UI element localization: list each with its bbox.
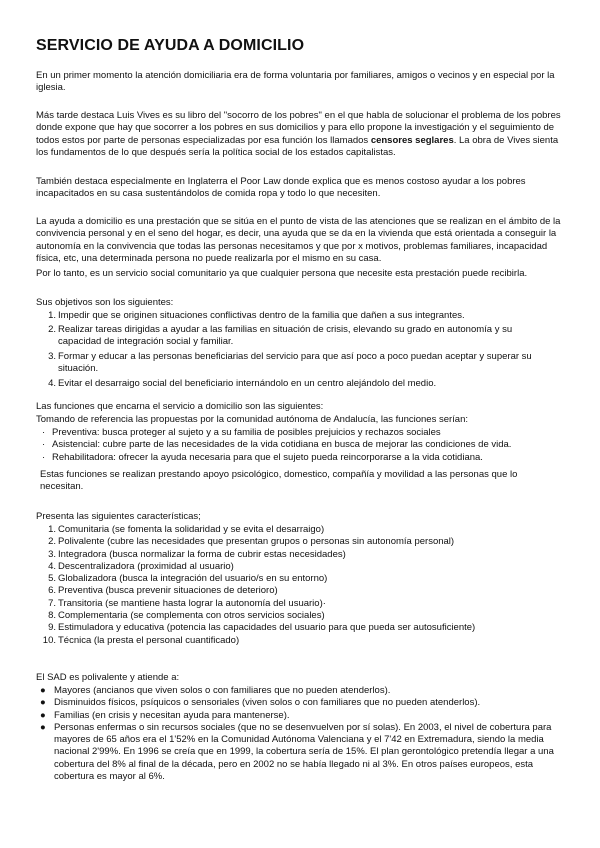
- functions-closing: Estas funciones se realizan prestando apoyo psicológico, domestico, compañía y movilidad a las personas que lo necesitan.: [40, 469, 518, 493]
- function-item: · Rehabilitadora: ofrecer la ayuda necesaria para que el sujeto pueda reincorporarse a la vida cotidiana.: [42, 451, 483, 463]
- characteristic-item: 4. Descentralizadora (proximidad al usuario): [48, 560, 234, 572]
- community-paragraph: Por lo tanto, es un servicio social comunitario ya que cualquier persona que necesite esta prestación puede recibirla.: [36, 268, 528, 279]
- vives-paragraph: [36, 110, 566, 159]
- function-item: · Asistencial: cubre parte de las necesidades de la vida cotidiana en busca de mejorar las condiciones de vida.: [42, 439, 512, 451]
- characteristic-item: 8. Complementaria (se complementa con otros servicios sociales): [48, 610, 325, 622]
- sad-item: ● Familias (en crisis y necesitan ayuda para mantenerse).: [40, 709, 290, 721]
- vives-text-before: Más tarde destaca Luis Vives es su libro del "socorro de los pobres" en el que habla de solucionar el problema de los pobres donde expone que hay que socorrer a los pobres en sus domicilios y para ello propone la investigación y el seguimiento de todos estos por parte de personas especializadas por esa función los llamados: [36, 110, 561, 146]
- functions-heading: Las funciones que encarna el servicio a domicilio son las siguientes:: [36, 401, 324, 412]
- objectives-list: [48, 310, 558, 390]
- sad-item: ● Mayores (ancianos que viven solos o con familiares que no pueden atenderlos).: [40, 685, 391, 696]
- censores-seglares-term: censores seglares: [370, 134, 454, 146]
- function-item: · Preventiva: busca proteger al sujeto y a su familia de posibles prejuicios y rechazos sociales: [42, 427, 441, 438]
- characteristic-item: 7. Transitoria (se mantiene hasta lograr la autonomía del usuario)·: [48, 597, 326, 609]
- characteristic-item: 2. Polivalente (cubre las necesidades que presentan grupos o personas sin autonomía personal): [48, 536, 455, 548]
- page-title: SERVICIO DE AYUDA A DOMICILIO: [36, 37, 305, 54]
- characteristic-item: 9. Estimuladora y educativa (potencia las capacidades del usuario para que pueda ser autosuficiente): [48, 622, 476, 634]
- objective-item: 1. Impedir que se originen situaciones conflictivas dentro de la familia que dañen a sus integrantes.: [48, 310, 465, 321]
- vives-text-after: . La obra de Vives sienta los fundamentos de lo que después sería la política social de los estados capitalistas.: [36, 134, 559, 158]
- functions-list: [42, 427, 562, 464]
- objective-item: 2. Realizar tareas dirigidas a ayudar a las familias en situación de crisis, elevando su grado en autonomía y su capacidad de integración social y familiar.: [48, 324, 513, 348]
- characteristic-item: 3. Integradora (busca normalizar la forma de cubrir estas necesidades): [48, 548, 346, 560]
- characteristic-item: 1. Comunitaria (se fomenta la solidaridad y se evita el desarraigo): [48, 524, 325, 535]
- objective-item: 3. Formar y educar a las personas beneficiarias del servicio para que así poco a poco puedan aceptar y superar su situación.: [48, 351, 532, 375]
- objective-item: 4. Evitar el desarraigo social del beneficiario internándolo en un centro alejándolo del medio.: [48, 378, 437, 389]
- poor-law-paragraph: También destaca especialmente en Inglaterra el Poor Law donde explica que es menos costoso ayudar a los pobres incapacitados en su casa sustentándolos de comida ropa y todo lo que necesiten.: [36, 176, 526, 200]
- intro-paragraph: En un primer momento la atención domiciliaria era de forma voluntaria por familiares, amigos o vecinos y en especial por la iglesia.: [36, 70, 555, 94]
- characteristic-item: 5. Globalizadora (busca la integración del usuario/s en su entorno): [48, 573, 328, 585]
- objectives-heading: Sus objetivos son los siguientes:: [36, 297, 174, 308]
- characteristics-list: [42, 524, 558, 647]
- characteristic-item: 6. Preventiva (busca prevenir situaciones de deterioro): [48, 585, 278, 597]
- sad-list: [40, 685, 566, 783]
- characteristics-heading: Presenta las siguientes características;: [36, 511, 201, 522]
- definition-paragraph: La ayuda a domicilio es una prestación que se sitúa en el punto de vista de las atenciones que se realizan en el ámbito de la convivencia personal y en el seno del hogar, es decir, una ayuda que se da en la vivienda que está orientada a conseguir la autonomía en la convivencia que todas las personas necesitamos y que por x motivos, problemas familiares, incapacidad física, etc, una determinada persona no puede realizarla por el mismo en su casa.: [36, 216, 561, 264]
- characteristic-item: 10. Técnica (la presta el personal cuantificado): [42, 634, 240, 646]
- functions-reference: Tomando de referencia las propuestas por la comunidad autónoma de Andalucía, las funciones serían:: [36, 414, 468, 425]
- sad-item: ● Personas enfermas o sin recursos sociales (que no se desenvuelven por sí solas). En 2003, el nivel de cobertura para mayores de 65 años era el 1'52% en la Comunidad Autónoma Valenciana y el 7'42 en Extremadura, siendo la media nacional 2'99%. En 1996 se creía que en 1999, la cobertura sería de 15%. El plan gerontológico pretendía llegar a una cobertura del 8% al final de la década, pero en 2002 no se había llegado ni al 3%. En otros países europeos, esta cobertura es mayor al 6%.: [40, 721, 554, 783]
- sad-item: ● Disminuidos físicos, psíquicos o sensoriales (viven solos o con familiares que no pueden atenderlos).: [40, 697, 481, 709]
- sad-heading: El SAD es polivalente y atiende a:: [36, 672, 180, 683]
